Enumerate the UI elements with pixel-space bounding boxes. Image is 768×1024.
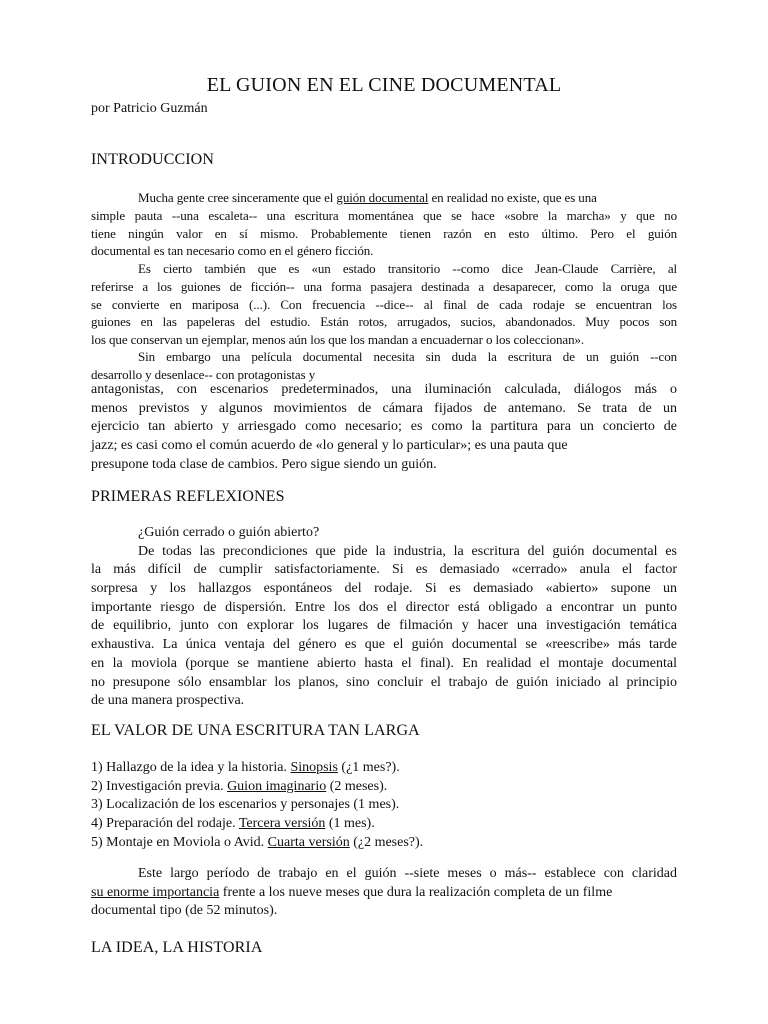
text-line: no presupone sólo ensamblar los planos, sino concluir el trabajo de guión iniciado al principio xyxy=(91,674,677,690)
heading-el-valor: EL VALOR DE UNA ESCRITURA TAN LARGA xyxy=(91,722,420,739)
underlined-phrase: Cuarta versión xyxy=(267,834,350,850)
text-line: Este largo período de trabajo en el guión --siete meses o más-- establece con claridad xyxy=(138,866,677,881)
list-item: 3) Localización de los escenarios y personajes (1 mes). xyxy=(91,797,400,813)
heading-primeras-reflexiones: PRIMERAS REFLEXIONES xyxy=(91,488,285,505)
text-line: antagonistas, con escenarios predeterminados, una iluminación calculada, diálogos más o xyxy=(91,382,677,397)
text-line: los que conservan un ejemplar, menos aún los que los mandan a encuadernar o los coleccionan». xyxy=(91,332,585,348)
text-line: De todas las precondiciones que pide la industria, la escritura del guión documental es xyxy=(138,543,677,559)
reflexiones-paragraph xyxy=(91,524,677,711)
text-line: tiene ningún valor en sí mismo. Probablemente tienen razón en esto último. Pero el guión xyxy=(91,225,677,241)
list-item: 2) Investigación previa. Guion imaginario (2 meses). xyxy=(91,778,388,794)
text-line: la más difícil de cumplir satisfactoriamente. Si es demasiado «cerrado» anula el factor xyxy=(91,562,677,578)
text-line: documental tipo (de 52 minutos). xyxy=(91,903,278,919)
stages-list xyxy=(91,759,677,852)
document-title: EL GUION EN EL CINE DOCUMENTAL xyxy=(206,74,562,96)
text-line: ¿Guión cerrado o guión abierto? xyxy=(138,525,320,540)
text-line: de equilibrio, junto con explorar los lugares de filmación y hacer una investigación temática xyxy=(91,618,677,634)
text-line: desarrollo y desenlace-- con protagonistas y xyxy=(91,366,316,382)
list-item: 5) Montaje en Moviola o Avid. Cuarta versión (¿2 meses?). xyxy=(91,834,424,850)
text-line: su enorme importancia frente a los nueve meses que dura la realización completa de un filme xyxy=(91,884,613,900)
intro-paragraph-1 xyxy=(91,189,677,260)
intro-paragraph-2 xyxy=(91,260,677,349)
underlined-phrase: Tercera versión xyxy=(238,816,326,832)
text-line: jazz; es casi como el común acuerdo de «lo general y lo particular»; es una pauta que xyxy=(91,438,568,454)
text-line: menos previstos y algunos movimientos de cámara fijados de antemano. Se trata de un xyxy=(91,400,677,416)
text-line: referirse a los guiones de ficción-- una forma pasajera destinada a desaparecer, como la oruga que xyxy=(91,278,677,294)
underlined-phrase: Guion imaginario xyxy=(227,778,327,794)
list-item: 1) Hallazgo de la idea y la historia. Sinopsis (¿1 mes?). xyxy=(91,760,400,775)
text-line: de una manera prospectiva. xyxy=(91,693,245,709)
text-line: presupone toda clase de cambios. Pero sigue siendo un guión. xyxy=(91,456,437,472)
text-line: se convierte en mariposa (...). Con frecuencia --dice-- al final de cada rodaje se encuentran los xyxy=(91,296,677,312)
text-line: simple pauta --una escaleta-- una escritura momentánea que se hace «sobre la marcha» y que no xyxy=(91,207,677,223)
byline: por Patricio Guzmán xyxy=(91,101,208,116)
text-line: guiones en las papeleras del estudio. Están rotos, arrugados, sucios, abandonados. Muy pocos son xyxy=(91,314,677,330)
intro-paragraph-3 xyxy=(91,348,677,384)
underlined-phrase: su enorme importancia xyxy=(91,884,220,900)
valor-closing-paragraph xyxy=(91,865,677,921)
text-line: Mucha gente cree sinceramente que el guión documental en realidad no existe, que es una xyxy=(138,190,597,205)
text-line: exhaustiva. La única ventaja del género es que el guión documental se «reescribe» más tarde xyxy=(91,637,677,653)
text-line: documental es tan necesario como en el género ficción. xyxy=(91,243,374,259)
intro-paragraph-3-cont xyxy=(91,381,677,474)
text-line: ejercicio tan abierto y arriesgado como necesario; es como la partitura para un concierto de xyxy=(91,419,677,435)
list-item: 4) Preparación del rodaje. Tercera versión (1 mes). xyxy=(91,816,375,832)
underlined-phrase: guión documental xyxy=(336,190,429,205)
text-line: en la moviola (porque se mantiene abierto hasta el final). En realidad el montaje documental xyxy=(91,655,677,671)
text-line: importante riesgo de dispersión. Entre los dos el director está obligado a encontrar un punto xyxy=(91,599,677,615)
underlined-phrase: Sinopsis xyxy=(290,760,338,775)
text-line: sorpresa y los hallazgos espontáneos del rodaje. Si es demasiado «abierto» supone un xyxy=(91,581,677,597)
heading-la-idea: LA IDEA, LA HISTORIA xyxy=(91,939,263,956)
text-line: Es cierto también que es «un estado transitorio --como dice Jean-Claude Carrière, al xyxy=(138,261,677,276)
heading-introduccion: INTRODUCCION xyxy=(91,151,214,168)
text-line: Sin embargo una película documental necesita sin duda la escritura de un guión --con xyxy=(138,349,677,364)
